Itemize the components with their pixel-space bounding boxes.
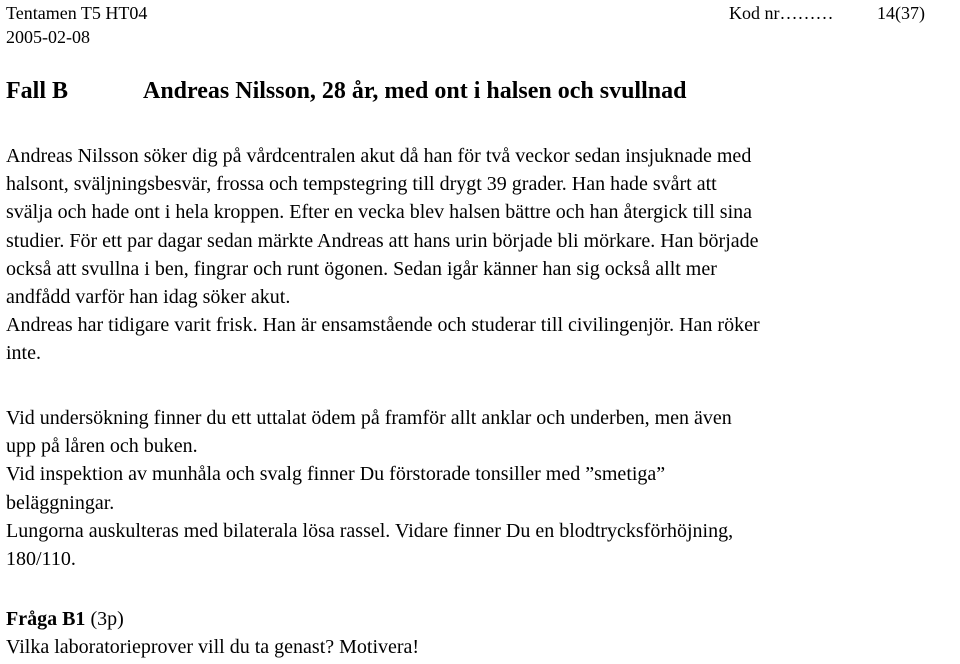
text-line: upp på låren och buken. — [6, 435, 198, 458]
text-line: 180/110. — [6, 548, 76, 571]
text-line: också att svullna i ben, fingrar och runt ögonen. Sedan igår känner han sig också allt mer — [6, 257, 717, 280]
text-line: Vid inspektion av munhåla och svalg finner Du förstorade tonsiller med ”smetiga” — [6, 463, 666, 486]
code-field: Kod nr……… — [729, 3, 834, 23]
case-title: Andreas Nilsson, 28 år, med ont i halsen och svullnad — [143, 78, 687, 104]
question-text: Vilka laboratorieprover vill du ta genast? Motivera! — [6, 636, 420, 659]
case-label: Fall B — [6, 78, 69, 104]
question-points: (3p) — [85, 608, 124, 630]
text-line: beläggningar. — [6, 491, 115, 514]
question-label: Fråga B1 — [6, 608, 86, 630]
text-line: Lungorna auskulteras med bilaterala lösa rassel. Vidare finner Du en blodtrycksförhöjning, — [6, 519, 734, 542]
text-line: svälja och hade ont i hela kroppen. Efter en vecka blev halsen bättre och han återgick till sina — [6, 201, 753, 224]
exam-date: 2005-02-08 — [6, 27, 90, 47]
page-number: 14(37) — [877, 3, 925, 23]
text-line: Andreas har tidigare varit frisk. Han är ensamstående och studerar till civilingenjör. Han röker — [6, 314, 760, 337]
text-line: halsont, sväljningsbesvär, frossa och tempstegring till drygt 39 grader. Han hade svårt att — [6, 173, 717, 196]
examination-findings — [6, 404, 958, 573]
text-line: Andreas Nilsson söker dig på vårdcentralen akut då han för två veckor sedan insjuknade med — [6, 145, 752, 167]
question-block — [6, 605, 958, 661]
question-heading — [6, 605, 958, 633]
text-line: andfådd varför han idag söker akut. — [6, 286, 291, 309]
text-line: inte. — [6, 342, 41, 365]
text-line: Vid undersökning finner du ett uttalat ödem på framför allt anklar och underben, men även — [6, 407, 732, 429]
case-history — [6, 142, 958, 368]
exam-title: Tentamen T5 HT04 — [6, 3, 148, 23]
text-line: studier. För ett par dagar sedan märkte Andreas att hans urin började bli mörkare. Han började — [6, 229, 759, 252]
